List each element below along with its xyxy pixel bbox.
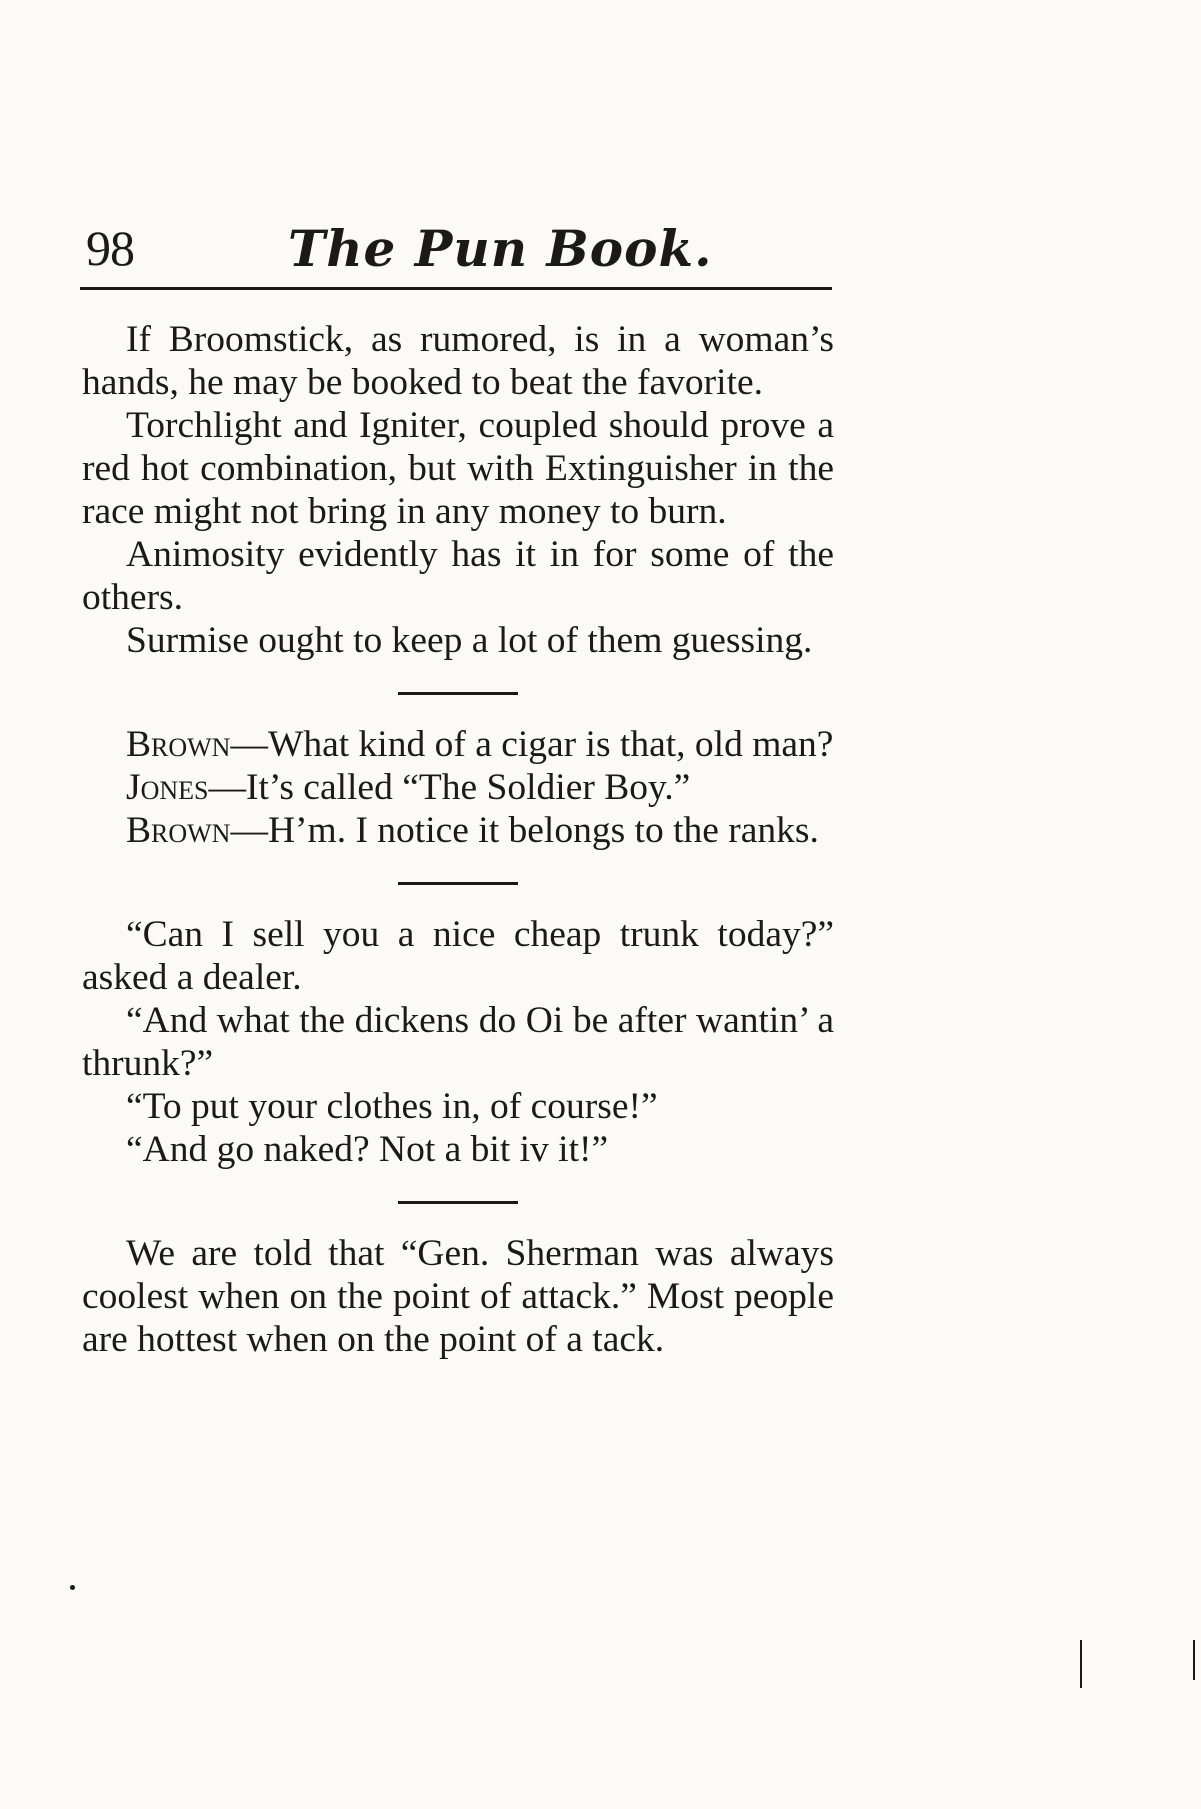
speaker-name: Brown (126, 810, 231, 851)
section-racing-puns (82, 318, 834, 662)
dialogue-text: —H’m. I notice it belongs to the ranks. (230, 810, 819, 851)
page-number: 98 (86, 220, 134, 276)
paragraph: Torchlight and Igniter, coupled should prove a red hot combination, but with Extinguisher in the race might not bring in any money to burn. (82, 405, 834, 532)
ink-speck (70, 1585, 75, 1590)
page-body (82, 318, 834, 1361)
speaker-name: Jones (126, 767, 209, 808)
section-divider (398, 1201, 518, 1204)
dialogue-line (82, 766, 834, 809)
page-header (80, 205, 832, 290)
paragraph: Animosity evidently has it in for some of the others. (82, 534, 834, 618)
section-sherman-pun (82, 1232, 834, 1361)
paragraph: “Can I sell you a nice cheap trunk today?” asked a dealer. (82, 914, 834, 998)
dialogue-line (82, 723, 834, 766)
dialogue-text: —What kind of a cigar is that, old man? (230, 724, 834, 765)
section-divider (398, 882, 518, 885)
dialogue-text: —It’s called “The Soldier Boy.” (208, 767, 691, 808)
paragraph: “And go naked? Not a bit iv it!” (126, 1129, 609, 1170)
section-cigar-dialogue (82, 723, 834, 852)
section-trunk-dialogue (82, 913, 834, 1171)
dialogue-line (82, 809, 834, 852)
paragraph: If Broomstick, as rumored, is in a woman’s hands, he may be booked to beat the favorite. (82, 319, 834, 403)
section-divider (398, 692, 518, 695)
running-title: The Pun Book. (288, 219, 713, 278)
paragraph: “To put your clothes in, of course!” (126, 1086, 658, 1127)
paragraph: “And what the dickens do Oi be after wantin’ a thrunk?” (82, 1000, 834, 1084)
speaker-name: Brown (126, 724, 231, 765)
margin-mark (1080, 1640, 1082, 1688)
paragraph: Surmise ought to keep a lot of them guessing. (126, 620, 813, 661)
paragraph: We are told that “Gen. Sherman was always coolest when on the point of attack.” Most people are hottest when on the point of a tack. (82, 1233, 834, 1360)
margin-mark (1193, 1640, 1195, 1680)
